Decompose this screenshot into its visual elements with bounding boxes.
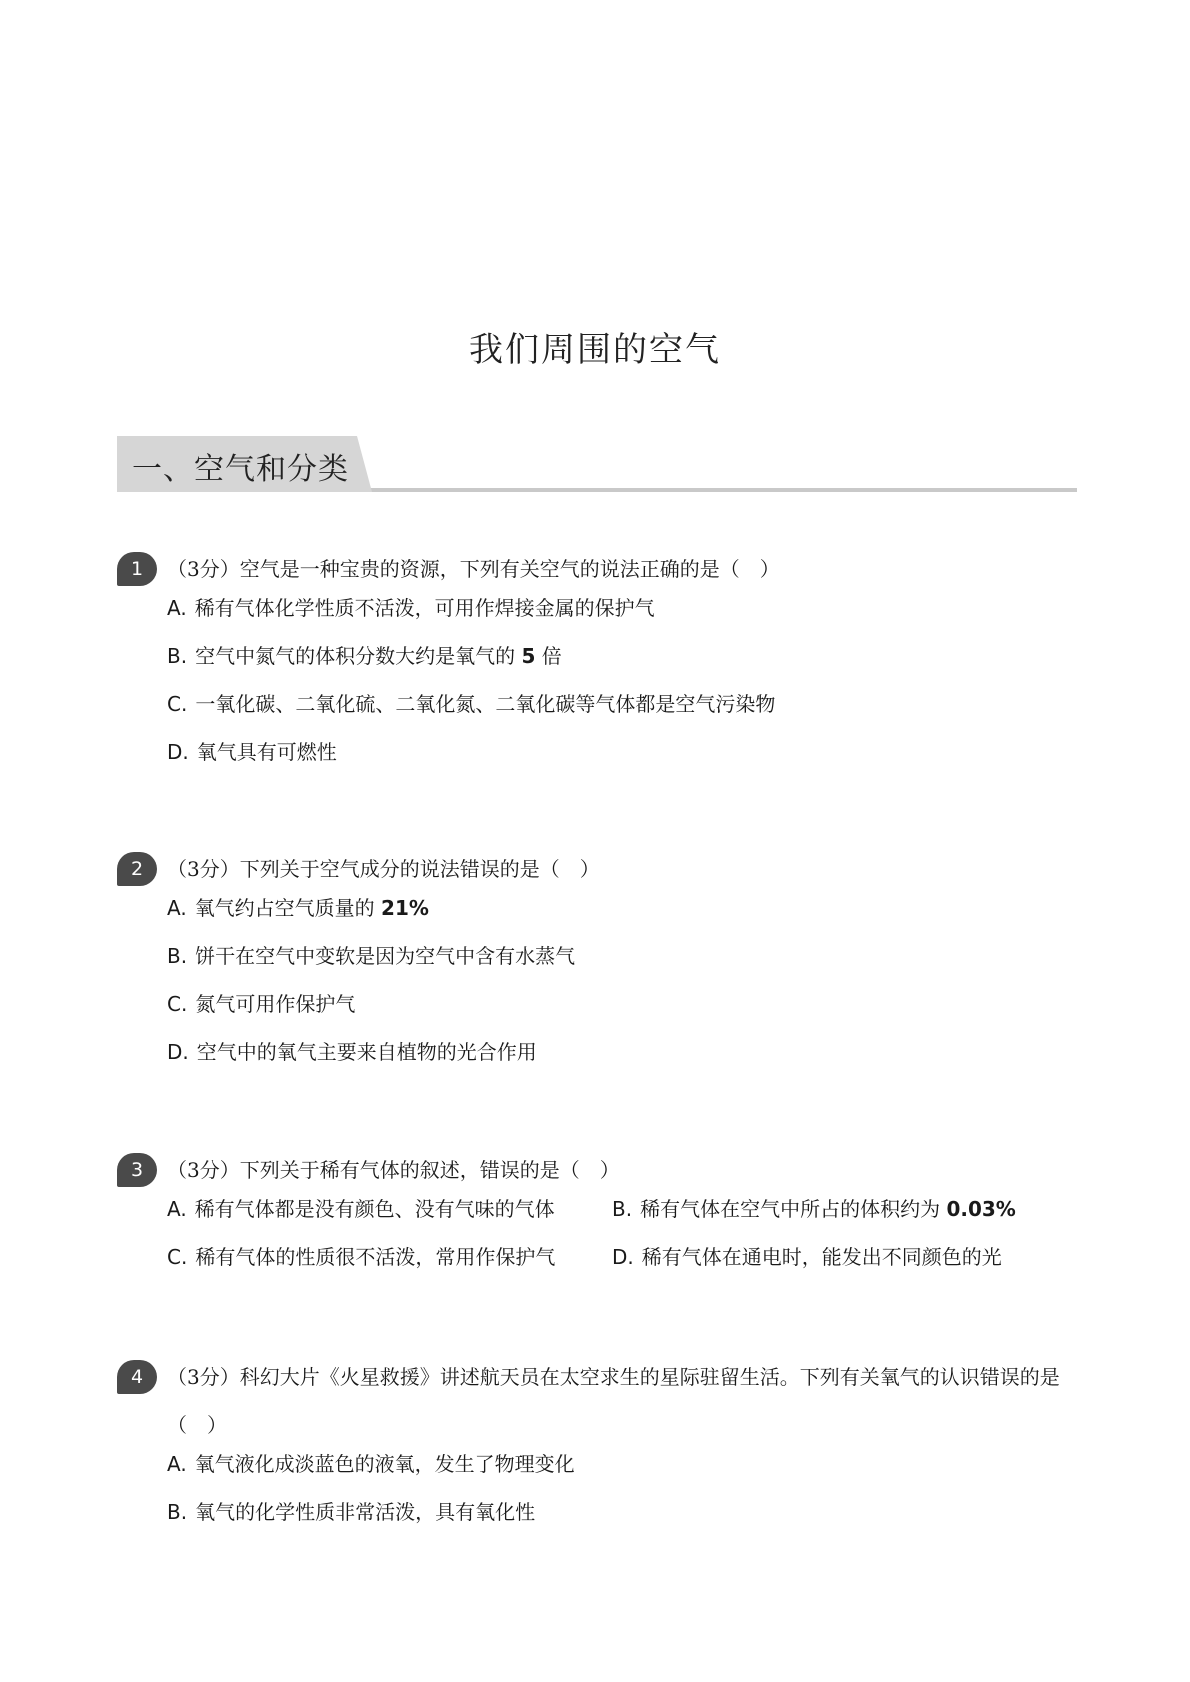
option-a[interactable] [167,1193,555,1222]
option-b[interactable] [612,1193,1016,1222]
page-title: 我们周围的空气 [469,330,721,370]
option-c[interactable] [167,988,355,1017]
option-letter: C. [167,692,188,716]
option-text-after: 倍 [535,644,562,668]
option-text: 饼干在空气中变软是因为空气中含有水蒸气 [195,944,576,968]
option-letter: B. [167,944,188,968]
option-b[interactable] [167,940,575,969]
option-letter: C. [167,1245,188,1269]
option-d[interactable] [612,1241,1002,1270]
option-letter: B. [167,1500,188,1524]
option-c[interactable] [167,688,775,717]
question-number-badge: 2 [117,852,157,886]
option-letter: C. [167,992,188,1016]
option-text: 稀有气体在通电时，能发出不同颜色的光 [641,1245,1002,1269]
question-number-badge: 4 [117,1360,157,1394]
option-b[interactable] [167,640,562,669]
option-b[interactable] [167,1496,535,1525]
option-letter: A. [167,896,187,920]
question-stem: （3分）空气是一种宝贵的资源，下列有关空气的说法正确的是（ ） [167,557,780,581]
option-number: 21% [381,896,429,920]
option-text: 空气中氮气的体积分数大约是氧气的 [195,644,522,668]
option-a[interactable] [167,892,429,921]
option-letter: A. [167,596,187,620]
question-number-badge: 3 [117,1153,157,1187]
option-text: 稀有气体都是没有颜色、没有气味的气体 [194,1197,555,1221]
option-letter: B. [612,1197,633,1221]
option-text: 氧气液化成淡蓝色的液氧，发生了物理变化 [194,1452,575,1476]
section-header [117,436,1077,492]
question-stem: （3分）下列关于稀有气体的叙述，错误的是（ ） [167,1158,620,1182]
option-letter: D. [167,1040,189,1064]
option-number: 0.03% [946,1197,1016,1221]
question-stem: （3分）下列关于空气成分的说法错误的是（ ） [167,857,600,881]
option-text: 一氧化碳、二氧化硫、二氧化氮、二氧化碳等气体都是空气污染物 [195,692,776,716]
option-letter: A. [167,1197,187,1221]
option-letter: D. [167,740,189,764]
option-number: 5 [521,644,536,668]
option-letter: D. [612,1245,634,1269]
option-a[interactable] [167,1448,575,1477]
option-text: 稀有气体在空气中所占的体积约为 [640,1197,947,1221]
option-text: 稀有气体化学性质不活泼，可用作焊接金属的保护气 [194,596,655,620]
option-d[interactable] [167,736,337,765]
option-letter: B. [167,644,188,668]
question-stem: （3分）科幻大片《火星救援》讲述航天员在太空求生的星际驻留生活。下列有关氧气的认识错误的是（ ） [167,1365,1060,1437]
section-title: 一、空气和分类 [132,452,349,487]
option-c[interactable] [167,1241,555,1270]
option-text: 氧气具有可燃性 [196,740,337,764]
option-text: 氧气约占空气质量的 [194,896,382,920]
option-text: 空气中的氧气主要来自植物的光合作用 [196,1040,537,1064]
option-text: 稀有气体的性质很不活泼，常用作保护气 [195,1245,556,1269]
option-a[interactable] [167,592,655,621]
option-text: 氧气的化学性质非常活泼，具有氧化性 [195,1500,536,1524]
option-d[interactable] [167,1036,537,1065]
option-letter: A. [167,1452,187,1476]
question-number-badge: 1 [117,552,157,586]
option-text: 氮气可用作保护气 [195,992,356,1016]
